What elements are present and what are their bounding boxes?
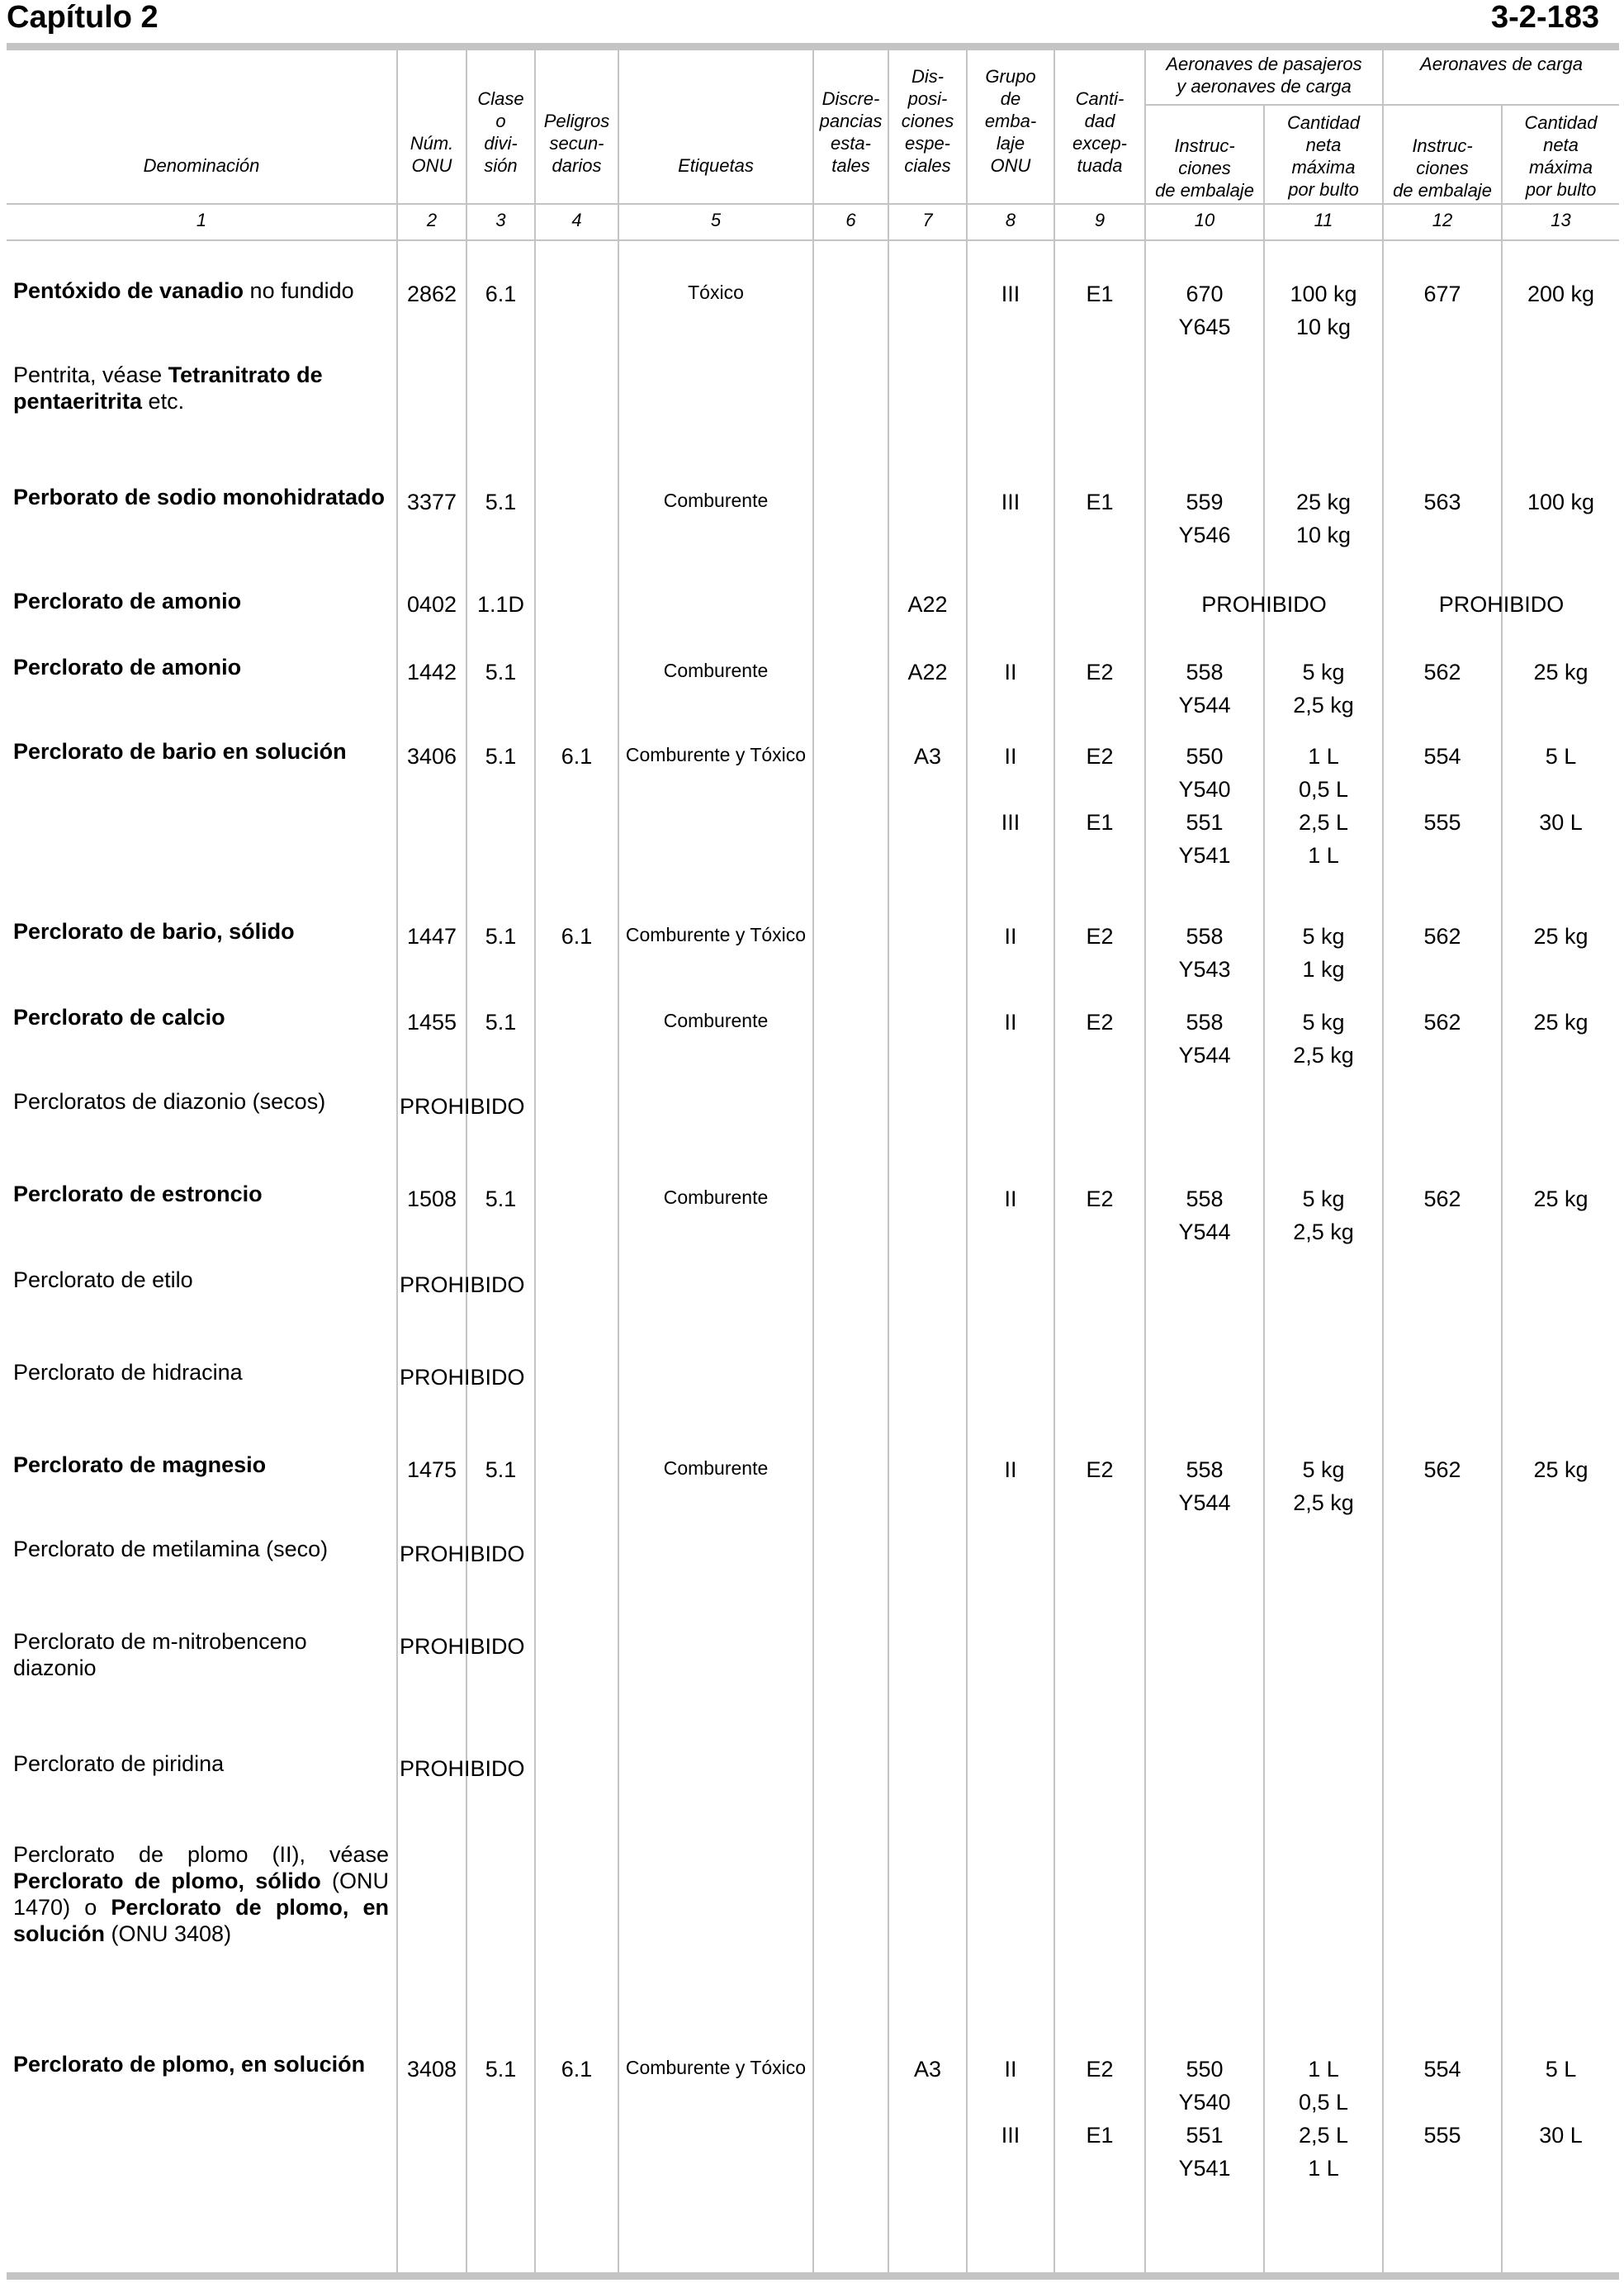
secondary-hazard: 6.1 bbox=[561, 744, 593, 769]
packing-instruction: 551 Y541 bbox=[1178, 810, 1231, 868]
excepted-quantity: E2 bbox=[1086, 2057, 1114, 2082]
entry-name: Perclorato de estroncio bbox=[13, 1182, 263, 1206]
cargo-net-quantity: 100 kg bbox=[1527, 490, 1595, 514]
cargo-packing-instruction: 562 bbox=[1423, 924, 1461, 949]
entry-name: Percloratos de diazonio (secos) bbox=[13, 1089, 326, 1114]
header-denominacion: Denominación bbox=[143, 155, 260, 176]
entry-name: Pentrita, véase Tetranitrato de pentaeritrita etc. bbox=[13, 362, 323, 414]
excepted-quantity: E2 bbox=[1086, 924, 1114, 949]
label-text: Comburente bbox=[663, 660, 769, 681]
net-quantity: 5 kg 1 kg bbox=[1302, 924, 1345, 982]
prohibited-text: PROHIBIDO bbox=[400, 1272, 525, 1297]
header-discrepancias: Discre- pancias esta- tales bbox=[819, 88, 883, 176]
page-header bbox=[7, 0, 1617, 46]
un-number: 1475 bbox=[406, 1457, 457, 1482]
net-quantity: 1 L 0,5 L bbox=[1298, 2057, 1349, 2115]
net-quantity: 25 kg 10 kg bbox=[1295, 490, 1352, 547]
packing-instruction: 559 Y546 bbox=[1178, 490, 1231, 547]
cargo-net-quantity: 30 L bbox=[1539, 810, 1583, 835]
prohibited-text: PROHIBIDO bbox=[400, 1094, 525, 1119]
class-division: 5.1 bbox=[485, 1186, 517, 1211]
cargo-packing-instruction: 562 bbox=[1423, 1186, 1461, 1211]
cargo-packing-instruction: 562 bbox=[1423, 1010, 1461, 1035]
secondary-hazard: 6.1 bbox=[561, 2057, 593, 2082]
class-division: 5.1 bbox=[485, 660, 517, 684]
header-grupo: Grupo de emba- laje ONU bbox=[984, 66, 1037, 176]
cargo-net-quantity: 30 L bbox=[1539, 2123, 1583, 2148]
entry-name: Perclorato de hidracina bbox=[13, 1360, 243, 1385]
special-provisions: A3 bbox=[913, 744, 942, 769]
entry-name: Perclorato de bario, sólido bbox=[13, 919, 295, 944]
label-text: Comburente bbox=[663, 1010, 769, 1031]
cargo-net-quantity: 25 kg bbox=[1533, 1457, 1588, 1482]
packing-group: III bbox=[1001, 282, 1020, 306]
special-provisions: A22 bbox=[907, 660, 948, 684]
header-instrucciones-pasajeros: Instruc- ciones de embalaje bbox=[1155, 135, 1254, 201]
net-quantity: 5 kg 2,5 kg bbox=[1293, 1457, 1354, 1515]
packing-instruction: 558 Y544 bbox=[1178, 660, 1231, 718]
net-quantity: 5 kg 2,5 kg bbox=[1293, 1186, 1354, 1244]
entry-name: Perclorato de etilo bbox=[13, 1267, 193, 1292]
packing-group: II bbox=[1004, 1186, 1017, 1211]
class-division: 5.1 bbox=[485, 1457, 517, 1482]
column-number: 10 bbox=[1194, 210, 1215, 230]
packing-instruction: 558 Y543 bbox=[1178, 924, 1231, 982]
column-number: 12 bbox=[1432, 210, 1453, 230]
class-division: 5.1 bbox=[485, 490, 517, 514]
packing-group: III bbox=[1001, 2123, 1020, 2148]
header-peligros: Peligros secun- darios bbox=[543, 111, 610, 176]
un-number: 3406 bbox=[406, 744, 457, 769]
column-number: 6 bbox=[845, 210, 856, 230]
packing-group: II bbox=[1004, 1010, 1017, 1035]
column-number: 8 bbox=[1005, 210, 1016, 230]
secondary-hazard: 6.1 bbox=[561, 924, 593, 949]
column-number: 5 bbox=[710, 210, 722, 230]
header-clase: Clase o divi- sión bbox=[477, 88, 524, 176]
special-provisions: A22 bbox=[907, 592, 948, 617]
label-text: Comburente bbox=[663, 490, 769, 511]
net-quantity: 2,5 L 1 L bbox=[1298, 2123, 1349, 2181]
packing-instruction: 551 Y541 bbox=[1178, 2123, 1231, 2181]
entry-name: Pentóxido de vanadio no fundido bbox=[13, 278, 354, 303]
header-cantidad-carga: Cantidad neta máxima por bulto bbox=[1524, 112, 1598, 200]
packing-group: II bbox=[1004, 660, 1017, 684]
entry-name: Perclorato de piridina bbox=[13, 1751, 225, 1776]
packing-group: II bbox=[1004, 924, 1017, 949]
column-number: 3 bbox=[495, 210, 506, 230]
excepted-quantity: E1 bbox=[1086, 282, 1114, 306]
label-text: Comburente y Tóxico bbox=[625, 744, 807, 765]
class-division: 1.1D bbox=[476, 592, 525, 617]
entry-name: Perclorato de metilamina (seco) bbox=[13, 1537, 329, 1561]
header-cantidad-pasajeros: Cantidad neta máxima por bulto bbox=[1286, 112, 1361, 200]
excepted-quantity: E1 bbox=[1086, 810, 1114, 835]
class-division: 5.1 bbox=[485, 744, 517, 769]
un-number: 3408 bbox=[406, 2057, 457, 2082]
un-number: 1447 bbox=[406, 924, 457, 949]
cargo-packing-instruction: 563 bbox=[1423, 490, 1461, 514]
prohibited-text: PROHIBIDO bbox=[400, 1542, 525, 1566]
cargo-net-quantity: 200 kg bbox=[1527, 282, 1595, 306]
un-number: 2862 bbox=[406, 282, 457, 306]
un-number: 0402 bbox=[406, 592, 457, 617]
cargo-packing-instruction: 554 bbox=[1423, 744, 1461, 769]
label-text: Comburente y Tóxico bbox=[625, 924, 807, 945]
header-disposiciones: Dis- posi- ciones espe- ciales bbox=[901, 66, 954, 176]
column-number: 2 bbox=[426, 210, 438, 230]
excepted-quantity: E1 bbox=[1086, 490, 1114, 514]
prohibited-text: PROHIBIDO bbox=[400, 1634, 525, 1659]
chapter-title: Capítulo 2 bbox=[7, 0, 159, 35]
cargo-net-quantity: 5 L bbox=[1545, 744, 1577, 769]
cargo-packing-instruction: 677 bbox=[1423, 282, 1461, 306]
packing-instruction: 558 Y544 bbox=[1178, 1457, 1231, 1515]
prohibited-cargo: PROHIBIDO bbox=[1438, 592, 1565, 617]
cargo-net-quantity: 25 kg bbox=[1533, 1010, 1588, 1035]
cargo-packing-instruction: 554 bbox=[1423, 2057, 1461, 2082]
class-division: 6.1 bbox=[485, 282, 517, 306]
entry-name: Perborato de sodio monohidratado bbox=[13, 485, 386, 509]
excepted-quantity: E2 bbox=[1086, 660, 1114, 684]
entry-name: Perclorato de m-nitrobenceno diazonio bbox=[13, 1629, 307, 1680]
cargo-packing-instruction: 562 bbox=[1423, 660, 1461, 684]
column-number: 11 bbox=[1314, 210, 1333, 230]
packing-instruction: 558 Y544 bbox=[1178, 1010, 1231, 1068]
column-number: 13 bbox=[1551, 210, 1571, 230]
entry-name: Perclorato de plomo, en solución bbox=[13, 2052, 366, 2077]
entry-name: Perclorato de magnesio bbox=[13, 1452, 267, 1477]
net-quantity: 1 L 0,5 L bbox=[1298, 744, 1349, 802]
column-number: 4 bbox=[571, 210, 582, 230]
excepted-quantity: E2 bbox=[1086, 1010, 1114, 1035]
un-number: 3377 bbox=[406, 490, 457, 514]
packing-group: II bbox=[1004, 1457, 1017, 1482]
bottom-rule bbox=[7, 2272, 1619, 2280]
cargo-net-quantity: 5 L bbox=[1545, 2057, 1577, 2082]
column-number: 1 bbox=[196, 210, 207, 230]
packing-group: III bbox=[1001, 810, 1020, 835]
un-number: 1455 bbox=[406, 1010, 457, 1035]
excepted-quantity: E2 bbox=[1086, 744, 1114, 769]
entry-name: Perclorato de plomo (II), véase Perclorato de plomo, sólido (ONU 1470) o Perclorato de plomo, en solución (ONU 3408) bbox=[13, 1842, 389, 1946]
entry-name: Perclorato de calcio bbox=[13, 1005, 225, 1030]
packing-instruction: 670 Y645 bbox=[1178, 282, 1231, 339]
packing-instruction: 550 Y540 bbox=[1178, 744, 1231, 802]
label-text: Comburente bbox=[663, 1186, 769, 1208]
net-quantity: 2,5 L 1 L bbox=[1298, 810, 1349, 868]
header-num-onu: Núm. ONU bbox=[410, 133, 454, 176]
header-cantidad-exceptuada: Canti- dad excep- tuada bbox=[1072, 88, 1128, 176]
label-text: Tóxico bbox=[688, 282, 744, 303]
prohibited-text: PROHIBIDO bbox=[400, 1365, 525, 1390]
packing-group: II bbox=[1004, 744, 1017, 769]
entry-name: Perclorato de bario en solución bbox=[13, 739, 347, 764]
packing-group: II bbox=[1004, 2057, 1017, 2082]
column-number: 7 bbox=[922, 210, 933, 230]
cargo-net-quantity: 25 kg bbox=[1533, 1186, 1588, 1211]
class-division: 5.1 bbox=[485, 2057, 517, 2082]
net-quantity: 100 kg 10 kg bbox=[1290, 282, 1357, 339]
column-number: 9 bbox=[1094, 210, 1106, 230]
cargo-net-quantity: 25 kg bbox=[1533, 924, 1588, 949]
un-number: 1508 bbox=[406, 1186, 457, 1211]
page-number: 3-2-183 bbox=[1491, 0, 1599, 35]
packing-group: III bbox=[1001, 490, 1020, 514]
cargo-packing-instruction: 555 bbox=[1423, 810, 1461, 835]
prohibited-passenger: PROHIBIDO bbox=[1201, 592, 1327, 617]
cargo-packing-instruction: 555 bbox=[1423, 2123, 1461, 2148]
un-number: 1442 bbox=[406, 660, 457, 684]
cargo-net-quantity: 25 kg bbox=[1533, 660, 1588, 684]
packing-instruction: 550 Y540 bbox=[1178, 2057, 1231, 2115]
special-provisions: A3 bbox=[913, 2057, 942, 2082]
header-etiquetas: Etiquetas bbox=[678, 155, 754, 176]
entry-name: Perclorato de amonio bbox=[13, 589, 242, 613]
class-division: 5.1 bbox=[485, 1010, 517, 1035]
header-pasajeros-group: Aeronaves de pasajeros y aeronaves de carga bbox=[1166, 54, 1362, 97]
class-division: 5.1 bbox=[485, 924, 517, 949]
cargo-packing-instruction: 562 bbox=[1423, 1457, 1461, 1482]
entry-name: Perclorato de amonio bbox=[13, 655, 242, 680]
net-quantity: 5 kg 2,5 kg bbox=[1293, 1010, 1354, 1068]
label-text: Comburente bbox=[663, 1457, 769, 1479]
net-quantity: 5 kg 2,5 kg bbox=[1293, 660, 1354, 718]
excepted-quantity: E2 bbox=[1086, 1457, 1114, 1482]
header-instrucciones-carga: Instruc- ciones de embalaje bbox=[1393, 135, 1492, 201]
excepted-quantity: E1 bbox=[1086, 2123, 1114, 2148]
prohibited-text: PROHIBIDO bbox=[400, 1756, 525, 1781]
packing-instruction: 558 Y544 bbox=[1178, 1186, 1231, 1244]
header-carga-group: Aeronaves de carga bbox=[1420, 54, 1583, 74]
label-text: Comburente y Tóxico bbox=[625, 2057, 807, 2078]
excepted-quantity: E2 bbox=[1086, 1186, 1114, 1211]
